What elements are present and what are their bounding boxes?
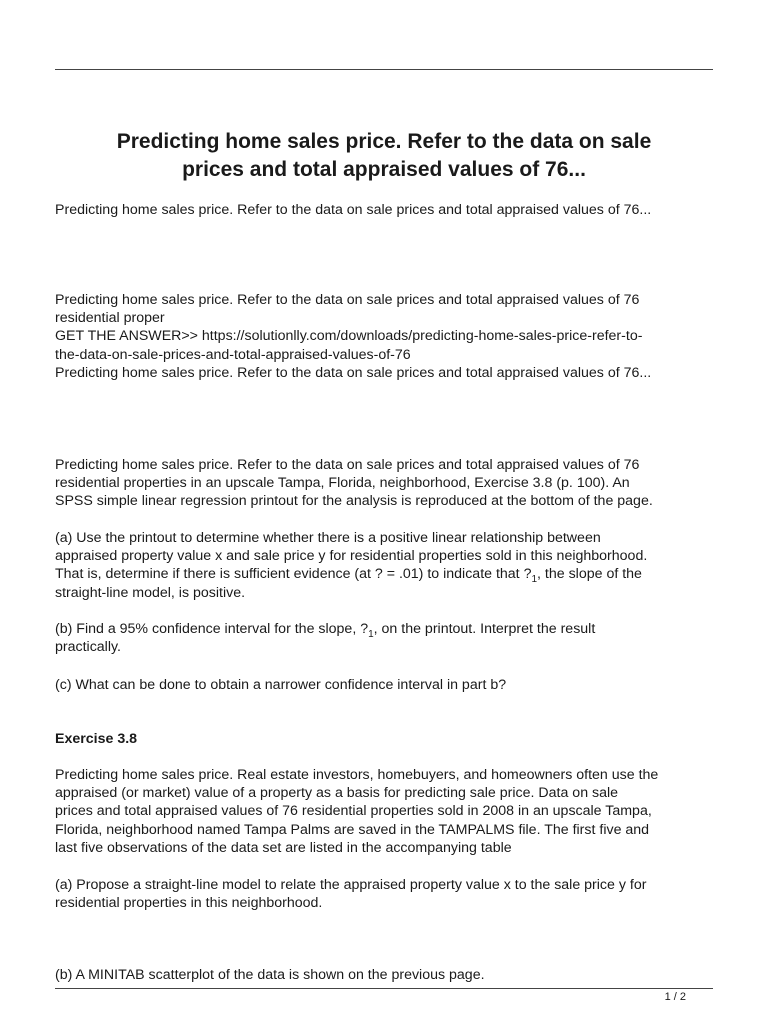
exercise-part-a-line-2: residential properties in this neighborhood.	[55, 895, 323, 912]
answer-line-5: Predicting home sales price. Refer to the data on sale prices and total appraised values of 76...	[55, 364, 652, 381]
exercise-line-5: last five observations of the data set are listed in the accompanying table	[55, 839, 512, 856]
part-b-line-2: practically.	[55, 639, 121, 656]
part-c-text: (c) What can be done to obtain a narrower confidence interval in part b?	[55, 677, 507, 693]
exercise-line-3: prices and total appraised values of 76 residential properties sold in 2008 in an upscale Tampa,	[55, 803, 652, 820]
part-b-line-1: (b) Find a 95% confidence interval for the slope, $?_1$, on the printout. Interpret the result	[55, 621, 596, 640]
part-a-line-3: That is, determine if there is sufficient evidence (at ? = .01) to indicate that $?_1$, the slope of the	[55, 566, 642, 586]
answer-link-line-2[interactable]: the-data-on-sale-prices-and-total-appraised-values-of-76	[55, 346, 411, 363]
answer-paragraph	[55, 291, 720, 382]
answer-link-line-1[interactable]: GET THE ANSWER>> https://solutionlly.com/downloads/predicting-home-sales-price-refer-to-	[55, 328, 643, 345]
part-a-paragraph	[55, 529, 720, 602]
subscript-1: 1	[368, 628, 374, 640]
summary-paragraph	[55, 201, 720, 219]
exercise-paragraph	[55, 766, 720, 857]
page-number: 1 / 2	[664, 991, 686, 1003]
answer-line-2: residential proper	[55, 310, 165, 327]
title-line-1: Predicting home sales price. Refer to the data on sale	[116, 130, 652, 153]
exercise-part-b-paragraph	[55, 966, 720, 984]
header-divider	[55, 69, 713, 70]
intro-paragraph	[55, 456, 720, 511]
document-title	[55, 128, 713, 184]
intro-line-2: residential properties in an upscale Tampa, Florida, neighborhood, Exercise 3.8 (p. 100). An	[55, 475, 630, 492]
part-b-paragraph	[55, 620, 720, 656]
exercise-part-a-paragraph	[55, 876, 720, 912]
exercise-part-a-line-1: (a) Propose a straight-line model to relate the appraised property value x to the sale price y for	[55, 877, 647, 893]
exercise-part-b-text: (b) A MINITAB scatterplot of the data is shown on the previous page.	[55, 967, 485, 983]
exercise-line-2: appraised (or market) value of a property as a basis for predicting sale price. Data on sale	[55, 785, 619, 802]
title-line-2: prices and total appraised values of 76...	[182, 158, 586, 181]
part-c-paragraph	[55, 676, 720, 694]
exercise-line-1: Predicting home sales price. Real estate investors, homebuyers, and homeowners often use the	[55, 767, 659, 783]
exercise-heading: Exercise 3.8	[55, 731, 138, 747]
subscript-1: 1	[531, 574, 538, 586]
part-a-line-2: appraised property value x and sale price y for residential properties sold in this neighborhood.	[55, 548, 648, 565]
exercise-line-4: Florida, neighborhood named Tampa Palms are saved in the TAMPALMS file. The first five and	[55, 821, 650, 838]
answer-line-1: Predicting home sales price. Refer to the data on sale prices and total appraised values of 76	[55, 292, 640, 308]
intro-line-1: Predicting home sales price. Refer to the data on sale prices and total appraised values of 76	[55, 457, 640, 473]
summary-text: Predicting home sales price. Refer to the data on sale prices and total appraised values of 76...	[55, 202, 652, 218]
part-a-line-1: (a) Use the printout to determine whether there is a positive linear relationship between	[55, 530, 601, 546]
intro-line-3: SPSS simple linear regression printout for the analysis is reproduced at the bottom of the page.	[55, 493, 653, 510]
part-a-line-4: straight-line model, is positive.	[55, 584, 246, 601]
footer-divider	[55, 988, 713, 989]
